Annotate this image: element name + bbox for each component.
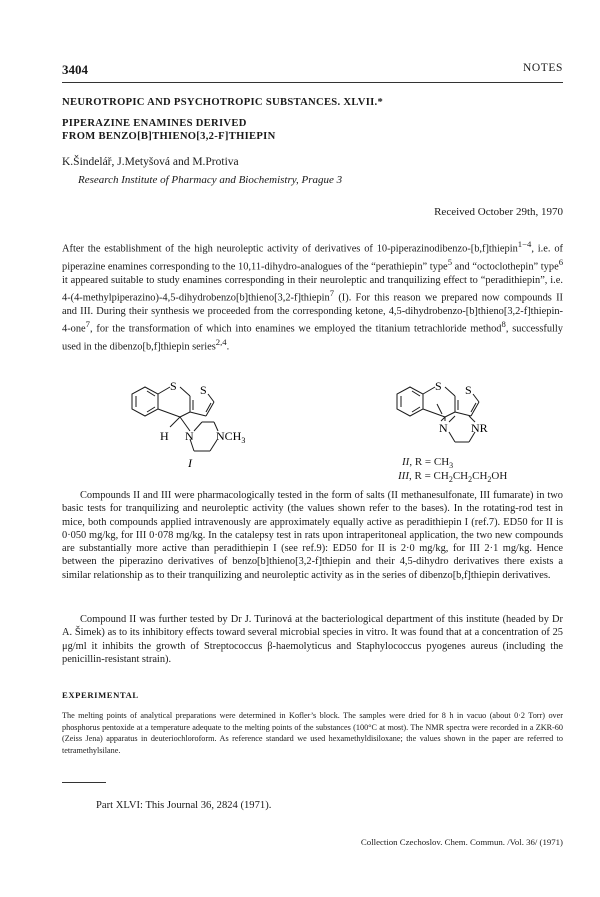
atom-sulfur: S — [435, 379, 442, 393]
structure-compounds-II-III — [385, 370, 505, 450]
paragraph-pharmacology: Compounds II and III were pharmacologically tested in the form of salts (II methanesulfonate, III fumarate) in two basic tests for tranquilizing and neuroleptic activity (the values shown refer to the bases). In the rotating-rod test in mice, both compounds applied intravenously are approximately equally active as peradithiepin I (ref.7). ED50 for II is 0·050 mg/kg, for III 0·078 mg/kg. In the catalepsy test in rats upon intraperitoneal application, the two new compounds are substantially more active than peradithiepin I (see ref.9): ED50 for II is 2·0 mg/kg, for III 2·1 mg/kg. Hence between the piperazino derivatives of benzo[b]thieno[3,2-f]thiepin and their 4,5-dihydro derivatives there exists a similar relationship as to their tranquilizing and neuroleptic activity as in the series of dibenzo[b,f]thiepin derivatives. — [62, 490, 563, 581]
atom-hydrogen: H — [160, 429, 169, 443]
atom-nr: NR — [471, 421, 488, 435]
series-title: NEUROTROPIC AND PSYCHOTROPIC SUBSTANCES. XLVII.* — [62, 97, 384, 108]
compound-II-label: II, $R = CH_3$ — [402, 456, 454, 471]
section-label: NOTES — [522, 62, 563, 74]
page-number: 3404 — [62, 62, 88, 77]
journal-footer: Collection Czechoslov. Chem. Commun. /Vol. 36/ (1971) — [360, 837, 563, 847]
atom-nitrogen: N — [439, 421, 448, 435]
section-heading-experimental: EXPERIMENTAL — [62, 690, 139, 700]
paragraph-microbiology: Compound II was further tested by Dr J. Turinová at the bacteriological department of this institute (headed by Dr A. Šimek) as to its inhibitory effects toward several microbial species in vitro. It was found that at a concentration of 25 μg/ml it inhibits the growth of Streptococcus β-haemolyticus and Staphylococcus pyogenes aureus (including the penicillin-resistant strain). — [62, 614, 563, 665]
structure-compound-I — [120, 370, 290, 475]
running-header — [62, 62, 563, 80]
footnote: Part XLVI: This Journal 36, 2824 (1971). — [96, 800, 272, 811]
atom-sulfur: S — [465, 383, 472, 397]
experimental-text: The melting points of analytical preparations were determined in Kofler’s block. The samples were dried for 8 h in vacuo (about 0·2 Torr) over phosphorus pentoxide at a temperature adequate to the melting points of the substances (100°C at most). The NMR spectra were recorded in a ZKR-60 (Zeiss Jena) apparatus in deuteriochloroform. As reference standard we used hexamethyldisiloxane; the values shown in the paper are referred to tetramethylsilane. — [62, 711, 563, 755]
article-title — [62, 96, 563, 143]
title-line-3: FROM BENZO[B]THIENO[3,2-F]THIEPIN — [62, 131, 276, 142]
atom-sulfur: S — [170, 379, 177, 393]
footnote-rule — [62, 782, 106, 783]
atom-n-methyl: $NCH_3$ — [216, 429, 246, 445]
header-rule — [62, 82, 563, 83]
institution: Research Institute of Pharmacy and Biochemistry, Prague 3 — [78, 174, 343, 186]
atom-nitrogen: N — [185, 429, 194, 443]
authors: K.Šindelář, J.Metyšová and M.Protiva — [62, 156, 239, 168]
compound-III-label: III, $R = CH_2CH_2CH_2OH$ — [398, 470, 508, 485]
compound-label-I: I — [188, 456, 192, 470]
title-line-2: PIPERAZINE ENAMINES DERIVED — [62, 118, 247, 129]
paragraph-intro: After the establishment of the high neuroleptic activity of derivatives of 10-piperazinodibenzo-[b,f]thiepin$^{1-4}$, i.e. of piperazine enamines corresponding to the 10,11-dihydro-analogues of the “perathiepin” type$^5$ and “octoclothepin” type$^6$ it appeared suitable to study enamines corresponding in their neuroleptic and tranquilizing effect to “peradithiepin”, i.e. 4-(4-methylpiperazino)-4,5-dihydrobenzo[b]thieno[3,2-f]thiepin$^7$ (I). For this reason we prepared now compounds II and III. During their synthesis we proceeded from the corresponding ketone, 4,5-dihydrobenzo-[b]thieno[3,2-f]thiepin-4-one$^7$, for the transformation of which into enamines we employed the titanium tetrachloride method$^8$, successfully used in the dibenzo[b,f]thiepin series$^{2,4}$. — [62, 239, 564, 353]
atom-sulfur: S — [200, 383, 207, 397]
received-date: Received October 29th, 1970 — [434, 206, 563, 218]
